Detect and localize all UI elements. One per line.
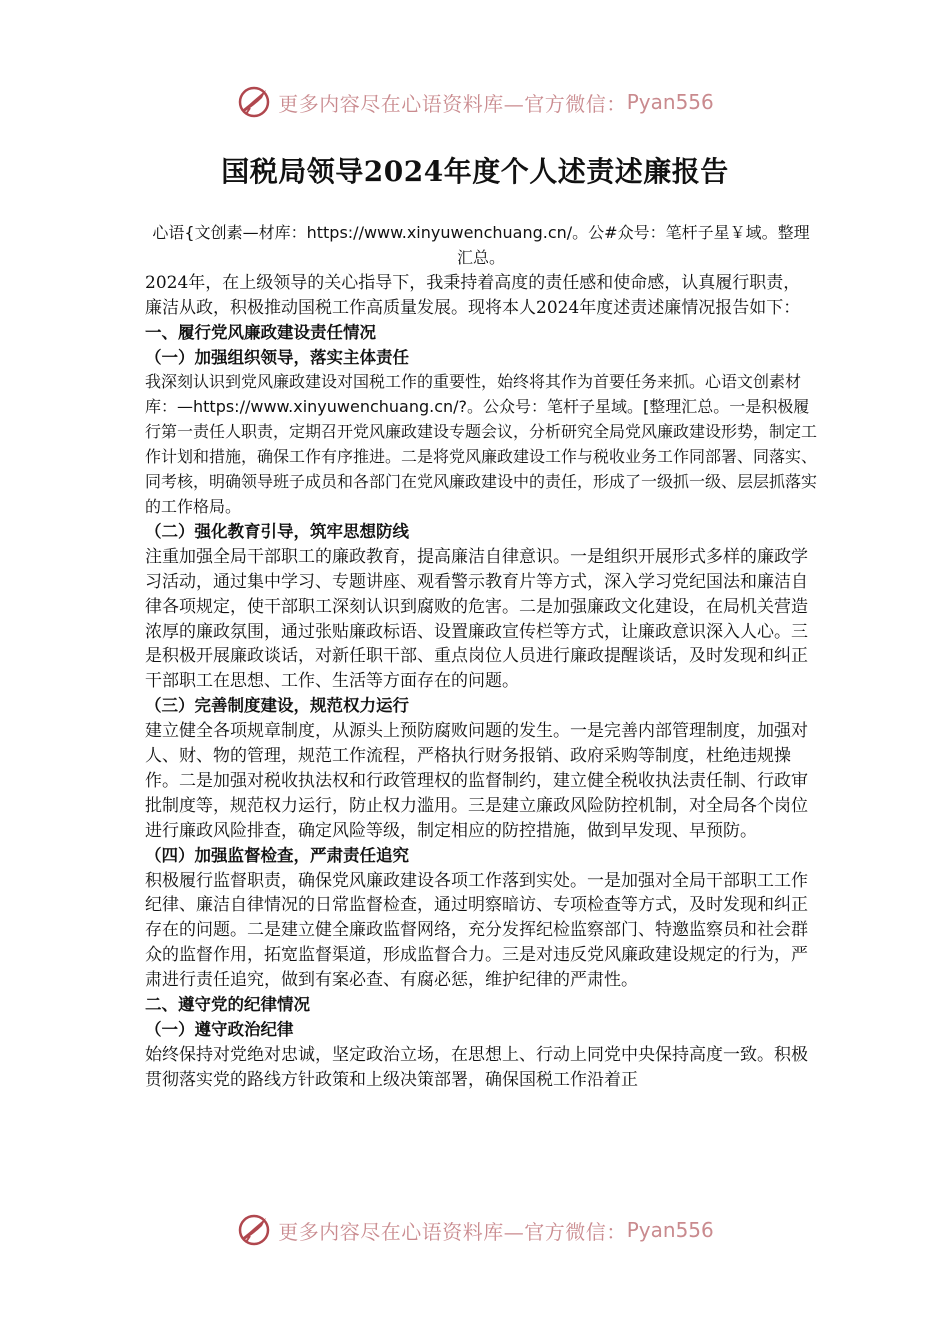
paragraph: 2024年，在上级领导的关心指导下，我秉持着高度的责任感和使命感，认真履行职责，廉洁从政，积极推动国税工作高质量发展。现将本人2024年度述责述廉情况报告如下： [145,272,801,318]
paragraph: 我深刻认识到党风廉政建设对国税工作的重要性，始终将其作为首要任务来抓。心语文创素材库：—https://www.xinyuwenchuang.cn/?。公众号：笔杆子星域。[整理汇总。一是积极履行第一责任人职责，定期召开党风廉政建设专题会议，分析研究全局党风廉政建设形势，制定工作计划和措施，确保工作有序推进。二是将党风廉政建设工作与税收业务工作同部署、同落实、同考核，明确领导班子成员和各部门在党风廉政建设中的责任，形成了一级抓一级、层层抓落实的工作格局。 [145,372,818,516]
subsection-heading: （三）完善制度建设，规范权力运行 [145,696,409,716]
paragraph: 建立健全各项规章制度，从源头上预防腐败问题的发生。一是完善内部管理制度，加强对人、财、物的管理，规范工作流程，严格执行财务报销、政府采购等制度，杜绝违规操作。二是加强对税收执法权和行政管理权的监督制约，建立健全税收执法责任制、行政审批制度等，规范权力运行，防止权力滥用。三是建立廉政风险防控机制，对全局各个岗位进行廉政风险排查，确定风险等级，制定相应的防控措施，做到早发现、早预防。 [145,721,808,841]
subsection-heading: （一）加强组织领导，落实主体责任 [145,347,409,367]
subsection-heading: （二）强化教育引导，筑牢思想防线 [145,521,409,541]
banner-wechat-id: Pyan556 [626,1218,714,1242]
subsection-heading: （一）遵守政治纪律 [145,1020,294,1039]
section-heading: 二、遵守党的纪律情况 [145,995,310,1015]
paragraph: 始终保持对党绝对忠诚，坚定政治立场，在思想上、行动上同党中央保持高度一致。积极贯彻落实党的路线方针政策和上级决策部署，确保国税工作沿着正 [145,1044,808,1090]
document-body [145,221,817,1093]
section-heading: 一、履行党风廉政建设责任情况 [145,322,376,342]
banner-text: 更多内容尽在心语资料库—官方微信： [278,91,627,116]
document-title: 国税局领导2024年度个人述责述廉报告 [221,155,729,188]
header-watermark-banner [0,82,950,122]
pen-logo-icon [236,84,272,120]
banner-text: 更多内容尽在心语资料库—官方微信： [278,1219,627,1244]
subsection-heading: （四）加强监督检查，严肃责任追究 [145,845,409,865]
paragraph: 注重加强全局干部职工的廉政教育，提高廉洁自律意识。一是组织开展形式多样的廉政学习活动，通过集中学习、专题讲座、观看警示教育片等方式，深入学习党纪国法和廉洁自律各项规定，使干部职工深刻认识到腐败的危害。二是加强廉政文化建设，在局机关营造浓厚的廉政氛围，通过张贴廉政标语、设置廉政宣传栏等方式，让廉政意识深入人心。三是积极开展廉政谈话，对新任职干部、重点岗位人员进行廉政提醒谈话，及时发现和纠正干部职工在思想、工作、生活等方面存在的问题。 [145,546,808,692]
footer-watermark-banner [0,1210,950,1250]
source-note: 心语{文创素—材库：https://www.xinyuwenchuang.cn/。公#众号：笔杆子星￥域。整理汇总。 [152,223,810,267]
banner-wechat-id: Pyan556 [626,90,714,114]
paragraph: 积极履行监督职责，确保党风廉政建设各项工作落到实处。一是加强对全局干部职工工作纪律、廉洁自律情况的日常监督检查，通过明察暗访、专项检查等方式，及时发现和纠正存在的问题。二是建立健全廉政监督网络，充分发挥纪检监察部门、特邀监察员和社会群众的监督作用，拓宽监督渠道，形成监督合力。三是对违反党风廉政建设规定的行为，严肃进行责任追究，做到有案必查、有腐必惩，维护纪律的严肃性。 [145,870,808,991]
pen-logo-icon [236,1212,272,1248]
